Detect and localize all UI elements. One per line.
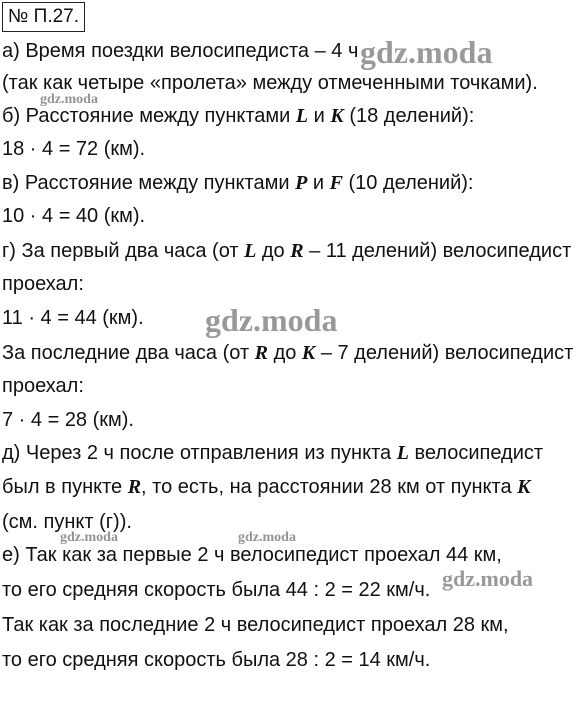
point-variable: K bbox=[330, 105, 344, 127]
point-variable: L bbox=[295, 105, 309, 127]
answer-e-line-4: то его средняя скорость была 28 : 2 = 14 км/ч. bbox=[2, 649, 431, 671]
point-variable: R bbox=[290, 240, 304, 262]
text-segment: (10 делений): bbox=[342, 172, 474, 194]
answer-g-line-1 bbox=[2, 236, 580, 266]
text-segment: до bbox=[256, 240, 291, 262]
text-segment: и bbox=[307, 172, 330, 194]
answer-d-line-2 bbox=[2, 472, 580, 502]
answer-g-line-2: проехал: bbox=[2, 273, 84, 295]
text-segment: велосипедист bbox=[408, 442, 544, 464]
task-number-badge: № П.27. bbox=[2, 2, 85, 32]
answer-e-line-3: Так как за последние 2 ч велосипедист проехал 28 км, bbox=[2, 614, 509, 636]
text-segment: и bbox=[308, 105, 331, 127]
text-segment: был в пункте bbox=[2, 476, 128, 498]
answer-a-line-1: а) Время поездки велосипедиста – 4 ч bbox=[2, 40, 359, 62]
text-segment: б) Расстояние между пунктами bbox=[2, 105, 296, 127]
watermark: gdz.moda bbox=[442, 566, 534, 591]
answer-g-line-5: проехал: bbox=[2, 375, 84, 397]
answer-e-line-1: е) Так как за первые 2 ч велосипедист проехал 44 км, bbox=[2, 544, 502, 566]
text-segment: За последние два часа (от bbox=[2, 342, 255, 364]
answer-v-line-2: 10 · 4 = 40 (км). bbox=[2, 205, 146, 227]
point-variable: K bbox=[517, 476, 531, 498]
watermark: gdz.moda bbox=[60, 530, 118, 545]
text-segment: в) Расстояние между пунктами bbox=[2, 172, 296, 194]
text-segment: д) Через 2 ч после отправления из пункта bbox=[2, 442, 397, 464]
text-segment: (18 делений): bbox=[343, 105, 475, 127]
point-variable: R bbox=[254, 342, 269, 364]
answer-d-line-3: (см. пункт (г)). bbox=[2, 511, 132, 533]
answer-e-line-2: то его средняя скорость была 44 : 2 = 22 км/ч. bbox=[2, 579, 431, 601]
answer-g-line-3: 11 · 4 = 44 (км). bbox=[2, 307, 144, 329]
answer-b-line-2: 18 · 4 = 72 (км). bbox=[2, 138, 146, 160]
point-variable: F bbox=[329, 172, 343, 194]
watermark: gdz.moda bbox=[205, 302, 338, 338]
answer-a-line-2: (так как четыре «пролета» между отмеченными точками). bbox=[2, 72, 538, 94]
text-segment: , то есть, на расстоянии 28 км от пункта bbox=[141, 476, 518, 498]
point-variable: L bbox=[396, 442, 409, 464]
point-variable: L bbox=[244, 240, 257, 262]
point-variable: K bbox=[301, 342, 316, 364]
watermark: gdz.moda bbox=[238, 530, 296, 545]
text-segment: – 7 делений) велосипедист bbox=[315, 342, 574, 364]
answer-v-line-1 bbox=[2, 168, 580, 198]
point-variable: P bbox=[295, 172, 308, 194]
answer-g-line-4 bbox=[2, 338, 580, 368]
text-segment: до bbox=[268, 342, 302, 364]
point-variable: R bbox=[127, 476, 142, 498]
watermark: gdz.moda bbox=[40, 92, 98, 107]
watermark: gdz.moda bbox=[360, 34, 493, 70]
answer-g-line-6: 7 · 4 = 28 (км). bbox=[2, 409, 134, 431]
text-segment: г) За первый два часа (от bbox=[2, 240, 245, 262]
answer-d-line-1 bbox=[2, 438, 580, 468]
text-segment: – 11 делений) велосипедист bbox=[303, 240, 572, 262]
